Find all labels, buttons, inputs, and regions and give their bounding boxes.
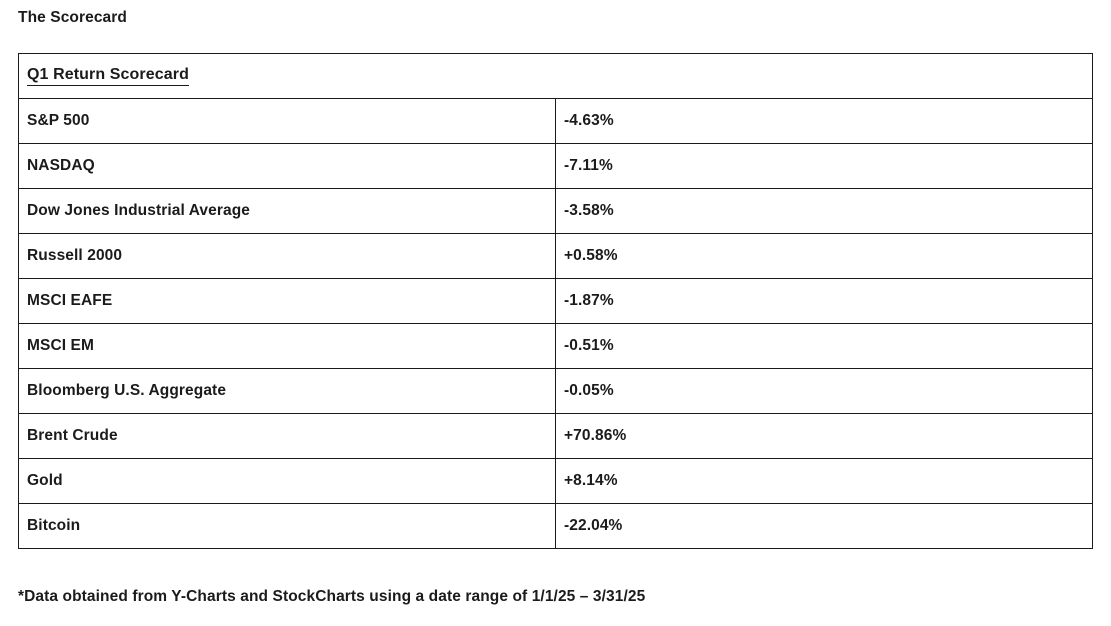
scorecard-table-container bbox=[18, 53, 1093, 549]
row-value: -3.58% bbox=[556, 189, 1093, 234]
row-value: -4.63% bbox=[556, 99, 1093, 144]
row-label: Brent Crude bbox=[19, 414, 556, 459]
row-value: +0.58% bbox=[556, 234, 1093, 279]
row-label: Dow Jones Industrial Average bbox=[19, 189, 556, 234]
scorecard-table bbox=[18, 53, 1093, 549]
row-value: -1.87% bbox=[556, 279, 1093, 324]
scorecard-table-body bbox=[19, 54, 1093, 549]
table-row bbox=[19, 324, 1093, 369]
row-value: -0.05% bbox=[556, 369, 1093, 414]
row-value: -0.51% bbox=[556, 324, 1093, 369]
row-label: Bloomberg U.S. Aggregate bbox=[19, 369, 556, 414]
table-row bbox=[19, 369, 1093, 414]
table-row bbox=[19, 189, 1093, 234]
table-header-label: Q1 Return Scorecard bbox=[27, 66, 189, 86]
row-value: -22.04% bbox=[556, 504, 1093, 549]
row-label: MSCI EM bbox=[19, 324, 556, 369]
row-label: Russell 2000 bbox=[19, 234, 556, 279]
data-source-footnote: *Data obtained from Y-Charts and StockCharts using a date range of 1/1/25 – 3/31/25 bbox=[18, 588, 646, 605]
row-label: MSCI EAFE bbox=[19, 279, 556, 324]
row-label: Bitcoin bbox=[19, 504, 556, 549]
table-row bbox=[19, 414, 1093, 459]
table-row bbox=[19, 234, 1093, 279]
row-value: -7.11% bbox=[556, 144, 1093, 189]
row-value: +70.86% bbox=[556, 414, 1093, 459]
table-row bbox=[19, 99, 1093, 144]
table-row bbox=[19, 279, 1093, 324]
table-row bbox=[19, 504, 1093, 549]
table-header-cell bbox=[19, 54, 1093, 99]
row-label: NASDAQ bbox=[19, 144, 556, 189]
row-value: +8.14% bbox=[556, 459, 1093, 504]
row-label: S&P 500 bbox=[19, 99, 556, 144]
row-label: Gold bbox=[19, 459, 556, 504]
table-header-row bbox=[19, 54, 1093, 99]
table-row bbox=[19, 459, 1093, 504]
page-title: The Scorecard bbox=[18, 9, 127, 26]
table-row bbox=[19, 144, 1093, 189]
